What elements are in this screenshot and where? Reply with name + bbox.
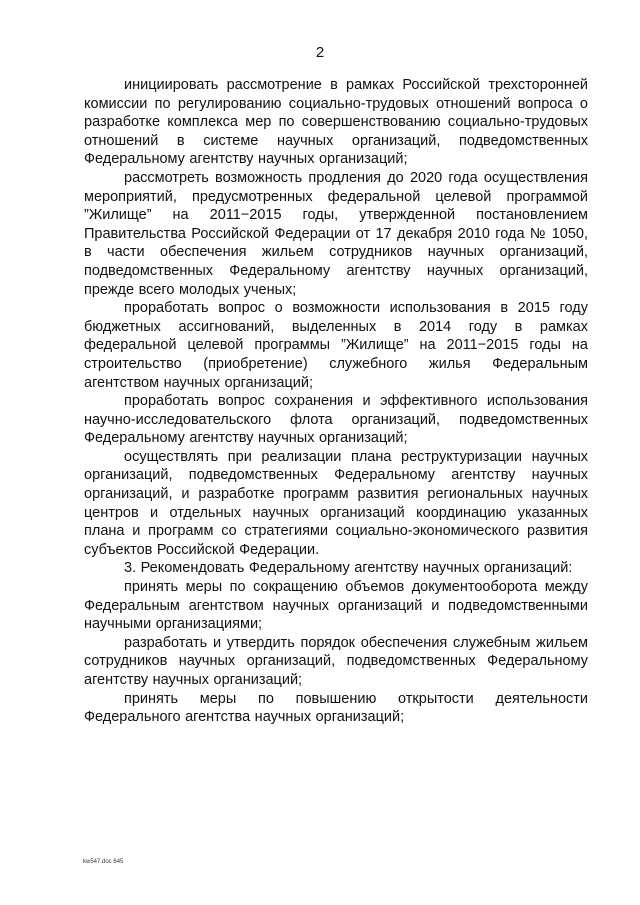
document-footer-code: kw547.doc 645 [83,859,124,865]
paragraph-extend-program: рассмотреть возможность продления до 2020 года осуществления мероприятий, предусмотренных федеральной целевой программой ”Жилище” на 2011−2015 годы, утвержденной постановлением Правительства Российской Федерации от 17 декабря 2010 года № 1050, в части обеспечения жильем сотрудников научных организаций, подведомственных Федеральному агентству научных организаций, прежде всего молодых ученых; [84,169,588,298]
paragraph-initiate-commission: инициировать рассмотрение в рамках Российской трехсторонней комиссии по регулированию социально-трудовых отношений вопроса о разработке комплекса мер по совершенствованию социально-трудовых отношений в системе научных организаций, подведомственных Федеральному агентству научных организаций; [84,77,588,168]
paragraph-restructuring-plan: осуществлять при реализации плана реструктуризации научных организаций, подведомственных Федеральному агентству научных организаций, и разработке программ развития региональных научных центров и отдельных научных организаций координацию указанных плана и программ со стратегиями социально-экономического развития субъектов Российской Федерации. [84,448,588,558]
page-number: 2 [315,44,325,61]
paragraph-budget-allocations: проработать вопрос о возможности использования в 2015 году бюджетных ассигнований, выделенных в 2014 году в рамках федеральной целевой программы ”Жилище” на 2011−2015 годы на строительство (приобретение) служебного жилья Федеральным агентством научных организаций; [84,300,588,391]
paragraph-housing-procedure: разработать и утвердить порядок обеспечения служебным жильем сотрудников научных организаций, подведомственных Федеральному агентству научных организаций; [84,634,588,688]
paragraph-recommend-agency: 3. Рекомендовать Федеральному агентству научных организаций: [124,560,573,577]
document-body [84,76,588,727]
paragraph-research-fleet: проработать вопрос сохранения и эффективного использования научно-исследовательского флота организаций, подведомственных Федеральному агентству научных организаций; [84,393,588,447]
paragraph-transparency: принять меры по повышению открытости деятельности Федерального агентства научных организаций; [84,690,588,726]
paragraph-reduce-paperwork: принять меры по сокращению объемов документооборота между Федеральным агентством научных организаций и подведомственными научными организациями; [84,579,588,633]
